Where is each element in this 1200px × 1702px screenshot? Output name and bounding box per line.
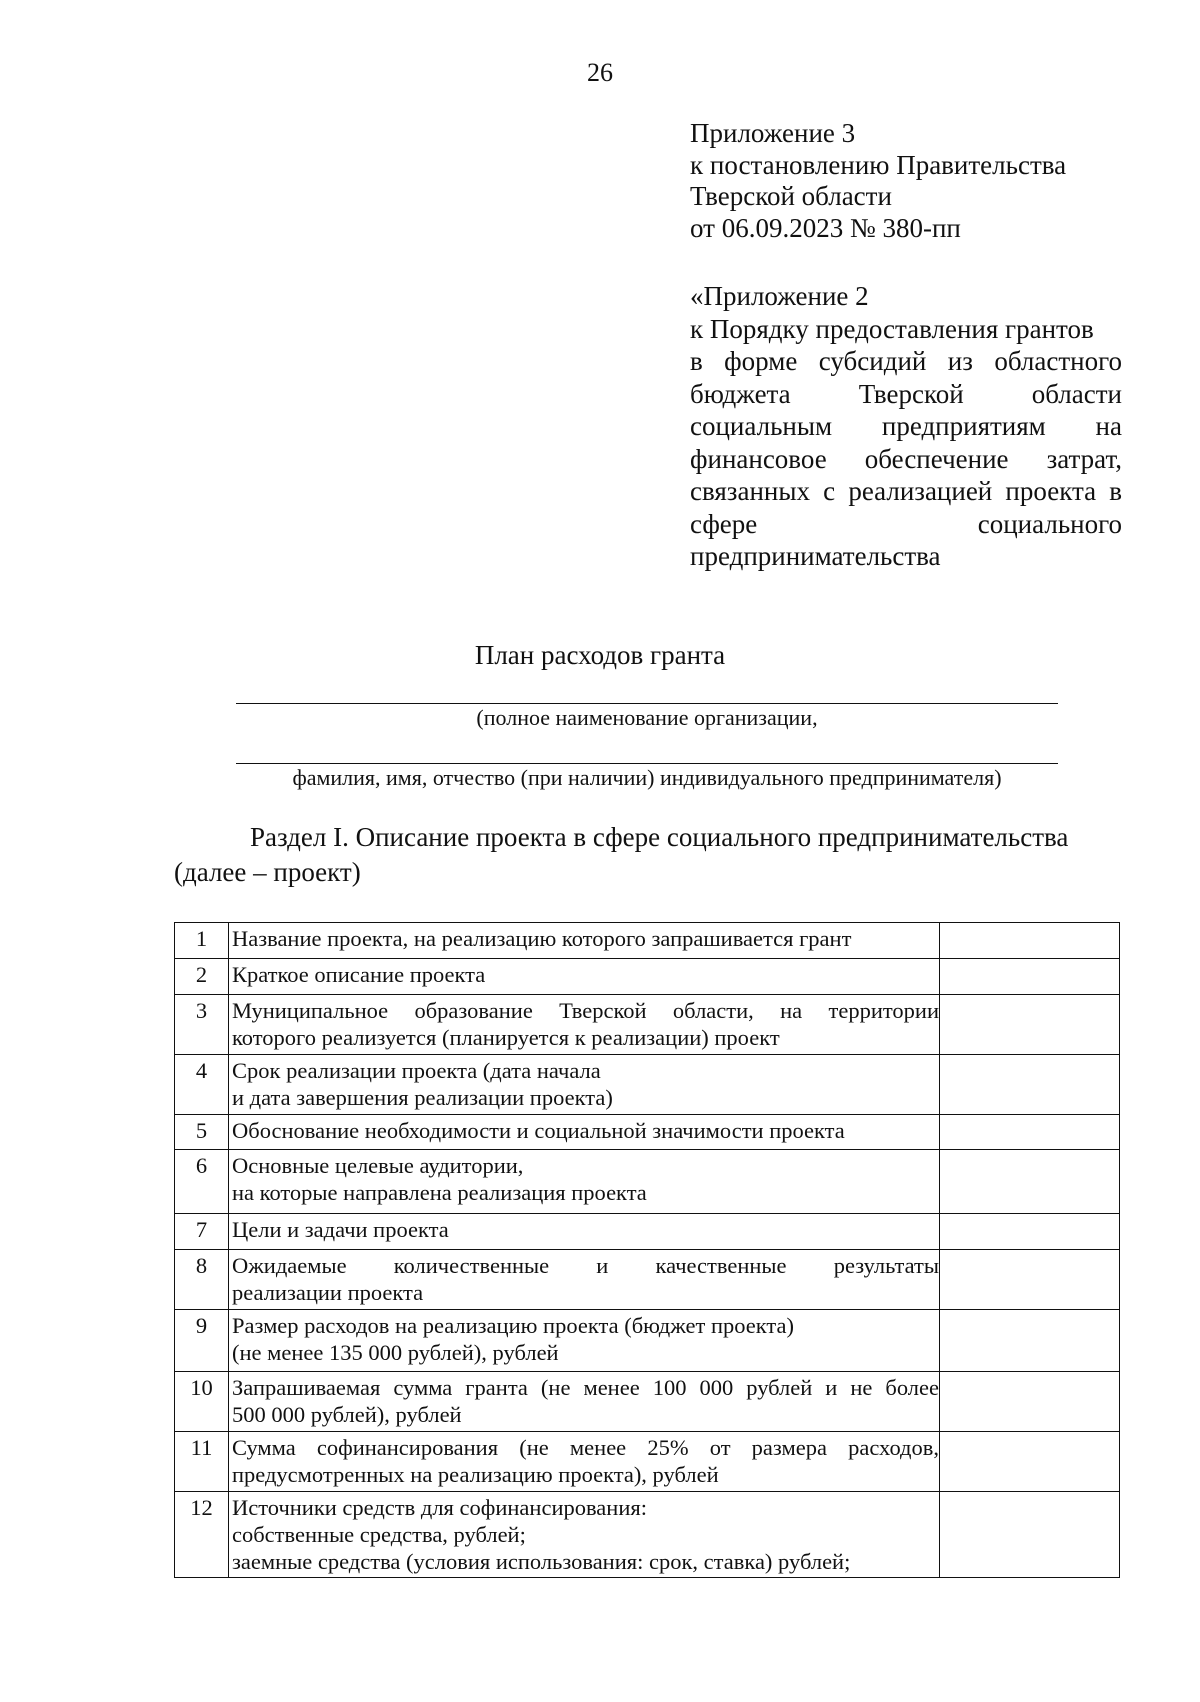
row-value-cell (940, 1372, 1120, 1432)
row-number: 8 (175, 1250, 229, 1310)
row-value-cell (940, 1214, 1120, 1250)
row-label-line: предусмотренных на реализацию проекта), рублей (232, 1462, 719, 1487)
table-row (175, 1372, 1120, 1432)
row-value-cell (940, 1310, 1120, 1372)
appendix-2-line: социальным предприятиям на (690, 411, 1122, 441)
section-heading-cont: (далее – проект) (174, 857, 361, 887)
row-number: 4 (175, 1055, 229, 1115)
row-label-line: Обоснование необходимости и социальной значимости проекта (232, 1118, 845, 1143)
row-number: 3 (175, 995, 229, 1055)
row-label-line: заемные средства (условия использования: срок, ставка) рублей; (232, 1549, 851, 1574)
table-row (175, 1150, 1120, 1214)
row-value-cell (940, 1115, 1120, 1150)
appendix-2-line: предпринимательства (690, 541, 941, 571)
appendix-3-header (690, 118, 1120, 244)
row-number: 10 (175, 1372, 229, 1432)
row-label-line: Запрашиваемая сумма гранта (не менее 100 000 рублей и не более (232, 1375, 939, 1400)
row-label-line: Сумма софинансирования (не менее 25% от размера расходов, (232, 1435, 939, 1460)
blank-line-1 (236, 703, 1058, 704)
row-label (229, 1310, 940, 1372)
row-label (229, 1492, 940, 1578)
row-value-cell (940, 959, 1120, 995)
appendix-3-line: Приложение 3 (690, 118, 856, 148)
row-label (229, 923, 940, 959)
appendix-2-line: к Порядку предоставления грантов (690, 313, 1094, 344)
row-label (229, 1055, 940, 1115)
row-value-cell (940, 1250, 1120, 1310)
table-row (175, 1115, 1120, 1150)
caption-entrepreneur: фамилия, имя, отчество (при наличии) индивидуального предпринимателя) (292, 765, 1002, 790)
row-number: 12 (175, 1492, 229, 1578)
row-label-line: Краткое описание проекта (232, 962, 486, 987)
row-label (229, 1432, 940, 1492)
table-row (175, 1214, 1120, 1250)
row-label-line: Цели и задачи проекта (232, 1217, 449, 1242)
appendix-3-line: Тверской области (690, 181, 892, 211)
appendix-2-line: в форме субсидий из областного (690, 346, 1122, 376)
appendix-2-line: финансовое обеспечение затрат, (690, 443, 1122, 474)
appendix-2-line: связанных с реализацией проекта в (690, 476, 1122, 506)
row-label-line: Срок реализации проекта (дата начала (232, 1058, 601, 1083)
page-title: План расходов гранта (474, 640, 726, 670)
table-row (175, 1492, 1120, 1578)
page-number: 26 (587, 58, 613, 87)
row-number: 9 (175, 1310, 229, 1372)
row-number: 7 (175, 1214, 229, 1250)
appendix-2-header (690, 280, 1122, 573)
table-row (175, 1310, 1120, 1372)
table-row (175, 1055, 1120, 1115)
row-label-line: реализации проекта (232, 1280, 424, 1305)
row-number: 2 (175, 959, 229, 995)
row-value-cell (940, 995, 1120, 1055)
row-label (229, 1214, 940, 1250)
appendix-2-line: бюджета Тверской области (690, 378, 1122, 409)
caption-organization: (полное наименование организации, (476, 705, 818, 730)
row-number: 1 (175, 923, 229, 959)
row-label-line: Название проекта, на реализацию которого запрашивается грант (232, 926, 852, 951)
row-label-line: и дата завершения реализации проекта) (232, 1085, 613, 1110)
row-label (229, 1115, 940, 1150)
row-label-line: Источники средств для софинансирования: (232, 1495, 647, 1520)
section-heading: Раздел I. Описание проекта в сфере социального предпринимательства (250, 822, 1069, 852)
row-number: 5 (175, 1115, 229, 1150)
row-number: 11 (175, 1432, 229, 1492)
row-label (229, 995, 940, 1055)
table-row (175, 1250, 1120, 1310)
row-label-line: Основные целевые аудитории, (232, 1153, 524, 1178)
row-label (229, 1372, 940, 1432)
table-row (175, 923, 1120, 959)
row-label-line: Ожидаемые количественные и качественные результаты (232, 1253, 939, 1278)
row-label-line: 500 000 рублей), рублей (232, 1402, 462, 1427)
project-table (174, 922, 1120, 1578)
table-row (175, 1432, 1120, 1492)
row-label-line: которого реализуется (планируется к реализации) проект (232, 1025, 780, 1050)
blank-line-2 (236, 763, 1058, 764)
row-value-cell (940, 923, 1120, 959)
row-label (229, 1250, 940, 1310)
appendix-3-line: к постановлению Правительства (690, 149, 1067, 180)
appendix-2-line: сфере социального (690, 508, 1122, 539)
row-label-line: на которые направлена реализация проекта (232, 1180, 647, 1205)
appendix-2-line: «Приложение 2 (690, 281, 869, 311)
row-label-line: (не менее 135 000 рублей), рублей (232, 1340, 559, 1365)
row-label-line: Размер расходов на реализацию проекта (бюджет проекта) (232, 1313, 794, 1338)
row-label-line: собственные средства, рублей; (232, 1522, 526, 1547)
appendix-3-line: от 06.09.2023 № 380-пп (690, 212, 961, 243)
row-number: 6 (175, 1150, 229, 1214)
row-label (229, 959, 940, 995)
table-row (175, 995, 1120, 1055)
row-value-cell (940, 1432, 1120, 1492)
row-label (229, 1150, 940, 1214)
table-row (175, 959, 1120, 995)
row-value-cell (940, 1492, 1120, 1578)
row-value-cell (940, 1150, 1120, 1214)
row-label-line: Муниципальное образование Тверской области, на территории (232, 998, 939, 1023)
row-value-cell (940, 1055, 1120, 1115)
